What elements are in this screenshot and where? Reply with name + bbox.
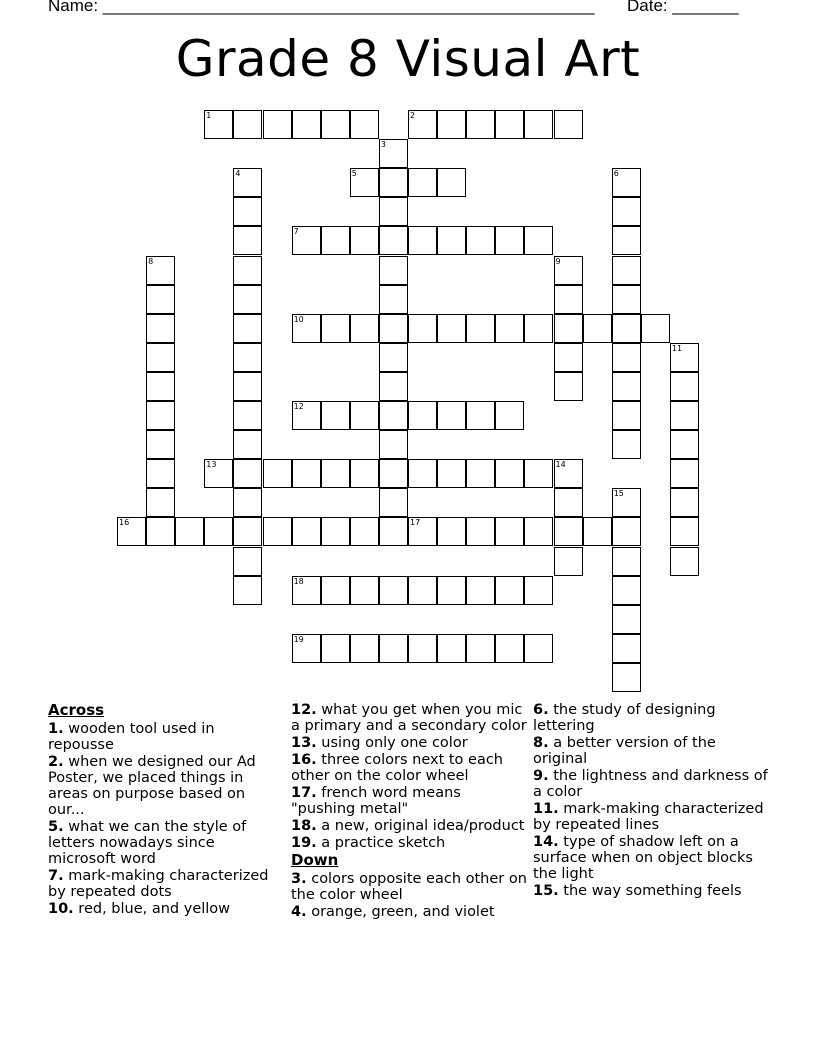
crossword-cell[interactable] [379, 372, 408, 401]
clue-number-label: 13. [291, 735, 317, 751]
crossword-cell[interactable] [408, 634, 437, 663]
crossword-cell[interactable] [612, 663, 641, 692]
crossword-cell[interactable] [554, 343, 583, 372]
clue-item [533, 768, 769, 800]
crossword-cell[interactable] [146, 517, 175, 546]
clues-column-1 [48, 702, 284, 918]
crossword-cell[interactable] [379, 430, 408, 459]
clue-item [48, 754, 284, 818]
crossword-cell[interactable] [670, 488, 699, 517]
crossword-cell[interactable] [379, 517, 408, 546]
clue-number-label: 5. [48, 819, 64, 835]
crossword-cell[interactable] [408, 168, 437, 197]
crossword-cell[interactable] [233, 197, 262, 226]
crossword-cell[interactable] [554, 547, 583, 576]
crossword-cell[interactable] [612, 401, 641, 430]
crossword-cell[interactable] [321, 226, 350, 255]
clue-number-label: 15. [533, 883, 559, 899]
crossword-cell[interactable] [495, 314, 524, 343]
crossword-cell[interactable] [146, 488, 175, 517]
crossword-cell[interactable] [263, 459, 292, 488]
crossword-cell[interactable] [408, 576, 437, 605]
crossword-cell[interactable] [146, 314, 175, 343]
clue-number: 8 [148, 256, 154, 266]
clue-item [48, 721, 284, 753]
crossword-cell[interactable] [670, 459, 699, 488]
clue-text: orange, green, and violet [306, 904, 495, 920]
crossword-cell[interactable] [350, 576, 379, 605]
crossword-cell[interactable] [612, 314, 641, 343]
crossword-cell[interactable] [524, 634, 553, 663]
crossword-cell[interactable] [466, 110, 495, 139]
crossword-cell[interactable] [437, 314, 466, 343]
clue-number: 12 [293, 402, 304, 411]
crossword-cell[interactable] [554, 314, 583, 343]
crossword-cell[interactable] [641, 314, 670, 343]
clue-number: 15 [613, 489, 624, 499]
crossword-cell[interactable] [495, 517, 524, 546]
clue-text: a better version of the original [533, 735, 716, 767]
crossword-cell[interactable] [233, 517, 262, 546]
clue-item [291, 735, 527, 751]
crossword-cell[interactable] [670, 372, 699, 401]
clue-number-label: 19. [291, 835, 317, 851]
clue-number-label: 6. [533, 702, 549, 718]
crossword-cell[interactable] [379, 226, 408, 255]
crossword-cell[interactable] [379, 576, 408, 605]
across-clue-list [48, 721, 284, 917]
crossword-cell[interactable] [583, 517, 612, 546]
crossword-cell[interactable] [350, 226, 379, 255]
down-heading: Down [291, 851, 339, 869]
crossword-cell[interactable] [379, 197, 408, 226]
crossword-cell[interactable] [321, 576, 350, 605]
crossword-cell[interactable] [379, 256, 408, 285]
crossword-cell[interactable] [554, 110, 583, 139]
clue-number-label: 12. [291, 702, 317, 718]
crossword-cell[interactable] [495, 110, 524, 139]
crossword-cell[interactable] [437, 226, 466, 255]
crossword-cell[interactable] [233, 256, 262, 285]
clue-text: wooden tool used in repousse [48, 721, 215, 753]
clue-number-label: 1. [48, 721, 64, 737]
crossword-cell[interactable] [146, 401, 175, 430]
crossword-cell[interactable] [554, 372, 583, 401]
crossword-cell[interactable] [437, 168, 466, 197]
clue-number: 11 [671, 343, 683, 353]
clue-text: the study of designing lettering [533, 702, 716, 734]
clue-text: what we can the style of letters nowadays since microsoft word [48, 819, 247, 867]
crossword-cell[interactable] [233, 576, 262, 605]
clue-item [291, 835, 527, 851]
crossword-cell[interactable] [495, 576, 524, 605]
clue-number-label: 4. [291, 904, 307, 920]
clue-number-label: 8. [533, 735, 549, 751]
crossword-cell[interactable] [437, 576, 466, 605]
crossword-cell[interactable] [350, 517, 379, 546]
crossword-cell[interactable] [612, 256, 641, 285]
clue-text: type of shadow left on a surface when on object blocks the light [533, 834, 753, 882]
crossword-cell[interactable] [233, 314, 262, 343]
name-field: Name: ____________________________________________________ [48, 0, 595, 15]
clue-text: french word means "pushing metal" [291, 785, 461, 817]
clue-item [533, 801, 769, 833]
crossword-cell[interactable] [379, 488, 408, 517]
crossword-cell[interactable] [466, 576, 495, 605]
clue-number: 14 [555, 460, 566, 470]
crossword-cell[interactable] [321, 634, 350, 663]
clue-text: three colors next to each other on the color wheel [291, 752, 503, 784]
crossword-cell[interactable] [233, 547, 262, 576]
crossword-cell[interactable] [583, 314, 612, 343]
clue-number-label: 10. [48, 901, 74, 917]
clue-item [533, 735, 769, 767]
crossword-cell[interactable] [350, 401, 379, 430]
crossword-cell[interactable] [350, 634, 379, 663]
clue-number-label: 18. [291, 818, 317, 834]
clue-number: 7 [293, 227, 299, 237]
clue-item [291, 904, 527, 920]
crossword-cell[interactable] [292, 459, 321, 488]
clue-number: 19 [293, 634, 304, 644]
crossword-cell[interactable] [612, 372, 641, 401]
clue-number-label: 9. [533, 768, 549, 784]
clue-number: 3 [380, 140, 386, 150]
crossword-cell[interactable] [233, 343, 262, 372]
crossword-cell[interactable] [524, 314, 553, 343]
clue-number-label: 11. [533, 801, 559, 817]
clue-text: red, blue, and yellow [73, 901, 231, 917]
clue-text: when we designed our Ad Poster, we placed things in areas on purpose based on our... [48, 754, 256, 818]
crossword-cell[interactable] [379, 285, 408, 314]
crossword-cell[interactable] [466, 517, 495, 546]
crossword-cell[interactable] [233, 285, 262, 314]
crossword-cell[interactable] [612, 547, 641, 576]
crossword-cell[interactable] [146, 343, 175, 372]
crossword-cell[interactable] [204, 517, 233, 546]
crossword-cell[interactable] [437, 401, 466, 430]
crossword-cell[interactable] [495, 634, 524, 663]
crossword-cell[interactable] [350, 459, 379, 488]
crossword-cell[interactable] [408, 401, 437, 430]
clue-item [533, 702, 769, 734]
clue-number: 17 [410, 518, 421, 528]
clue-item [48, 868, 284, 900]
clue-item [48, 819, 284, 867]
crossword-cell[interactable] [379, 314, 408, 343]
crossword-cell[interactable] [233, 488, 262, 517]
crossword-cell[interactable] [321, 314, 350, 343]
crossword-cell[interactable] [466, 459, 495, 488]
crossword-cell[interactable] [321, 517, 350, 546]
crossword-cell[interactable] [350, 314, 379, 343]
clue-item [291, 785, 527, 817]
crossword-cell[interactable] [321, 401, 350, 430]
crossword-cell[interactable] [263, 110, 292, 139]
clue-number-label: 17. [291, 785, 317, 801]
clue-text: what you get when you mic a primary and a secondary color [291, 702, 527, 734]
crossword-cell[interactable] [263, 517, 292, 546]
crossword-cell[interactable] [612, 343, 641, 372]
crossword-cell[interactable] [612, 517, 641, 546]
clue-text: the way something feels [558, 883, 742, 899]
clue-number-label: 2. [48, 754, 64, 770]
crossword-cell[interactable] [670, 517, 699, 546]
crossword-cell[interactable] [175, 517, 204, 546]
crossword-cell[interactable] [466, 314, 495, 343]
crossword-cell[interactable] [233, 430, 262, 459]
crossword-cell[interactable] [379, 634, 408, 663]
crossword-cell[interactable] [379, 168, 408, 197]
clue-number: 10 [293, 314, 304, 324]
clue-number: 18 [293, 576, 304, 586]
crossword-cell[interactable] [233, 110, 262, 139]
crossword-cell[interactable] [554, 285, 583, 314]
clue-number-label: 3. [291, 871, 307, 887]
clue-number: 5 [351, 169, 357, 179]
clue-number-label: 7. [48, 868, 64, 884]
across-clue-list-continued [291, 702, 527, 851]
crossword-cell[interactable] [612, 430, 641, 459]
crossword-cell[interactable] [321, 110, 350, 139]
crossword-cell[interactable] [670, 547, 699, 576]
crossword-cell[interactable] [408, 314, 437, 343]
crossword-cell[interactable] [350, 110, 379, 139]
crossword-cell[interactable] [233, 372, 262, 401]
crossword-cell[interactable] [233, 226, 262, 255]
page-title: Grade 8 Visual Art [175, 30, 641, 88]
clue-item [291, 752, 527, 784]
crossword-cell[interactable] [466, 226, 495, 255]
clues-column-2 [291, 702, 527, 921]
crossword-cell[interactable] [146, 459, 175, 488]
crossword-cell[interactable] [437, 634, 466, 663]
clue-number: 6 [613, 169, 619, 179]
clue-item [533, 883, 769, 899]
crossword-cell[interactable] [670, 430, 699, 459]
crossword-cell[interactable] [292, 110, 321, 139]
crossword-cell[interactable] [437, 110, 466, 139]
crossword-cell[interactable] [524, 226, 553, 255]
crossword-cell[interactable] [466, 634, 495, 663]
crossword-cell[interactable] [437, 459, 466, 488]
clue-number-label: 14. [533, 834, 559, 850]
clue-text: a practice sketch [316, 835, 446, 851]
crossword-cell[interactable] [670, 401, 699, 430]
crossword-cell[interactable] [554, 517, 583, 546]
crossword-cell[interactable] [379, 401, 408, 430]
clue-text: mark-making characterized by repeated lines [533, 801, 764, 833]
crossword-cell[interactable] [524, 576, 553, 605]
crossword-cell[interactable] [146, 372, 175, 401]
clue-item [533, 834, 769, 882]
crossword-cell[interactable] [612, 634, 641, 663]
clue-item [291, 702, 527, 734]
crossword-cell[interactable] [554, 488, 583, 517]
crossword-cell[interactable] [437, 517, 466, 546]
crossword-cell[interactable] [379, 459, 408, 488]
clue-text: a new, original idea/product [316, 818, 525, 834]
clue-number: 16 [119, 518, 130, 528]
crossword-cell[interactable] [612, 226, 641, 255]
crossword-cell[interactable] [321, 459, 350, 488]
crossword-cell[interactable] [408, 459, 437, 488]
crossword-cell[interactable] [524, 517, 553, 546]
across-heading: Across [48, 701, 105, 719]
crossword-cell[interactable] [379, 343, 408, 372]
crossword-cell[interactable] [612, 605, 641, 634]
clue-item [291, 871, 527, 903]
crossword-cell[interactable] [495, 226, 524, 255]
clue-number: 9 [555, 256, 561, 266]
crossword-cell[interactable] [524, 459, 553, 488]
crossword-cell[interactable] [233, 401, 262, 430]
crossword-cell[interactable] [612, 197, 641, 226]
crossword-cell[interactable] [292, 517, 321, 546]
clue-number: 4 [235, 169, 241, 179]
crossword-cell[interactable] [524, 110, 553, 139]
crossword-cell[interactable] [146, 285, 175, 314]
down-clue-list-continued [533, 702, 769, 899]
clue-text: mark-making characterized by repeated dots [48, 868, 269, 900]
down-clue-list [291, 871, 527, 920]
crossword-cell[interactable] [408, 226, 437, 255]
clue-number: 1 [206, 111, 212, 120]
crossword-cell[interactable] [612, 285, 641, 314]
crossword-cell[interactable] [233, 459, 262, 488]
date-field: Date: _______ [627, 0, 739, 15]
crossword-cell[interactable] [146, 430, 175, 459]
clues-column-3 [533, 702, 769, 900]
clue-item [291, 818, 527, 834]
crossword-cell[interactable] [495, 459, 524, 488]
clue-number: 2 [410, 111, 416, 120]
clue-number: 13 [206, 460, 217, 470]
clue-number-label: 16. [291, 752, 317, 768]
clue-text: the lightness and darkness of a color [533, 768, 768, 800]
crossword-cell[interactable] [466, 401, 495, 430]
crossword-cell[interactable] [612, 576, 641, 605]
clue-text: colors opposite each other on the color wheel [291, 871, 527, 903]
crossword-cell[interactable] [495, 401, 524, 430]
clue-text: using only one color [316, 735, 468, 751]
clue-item [48, 901, 284, 917]
